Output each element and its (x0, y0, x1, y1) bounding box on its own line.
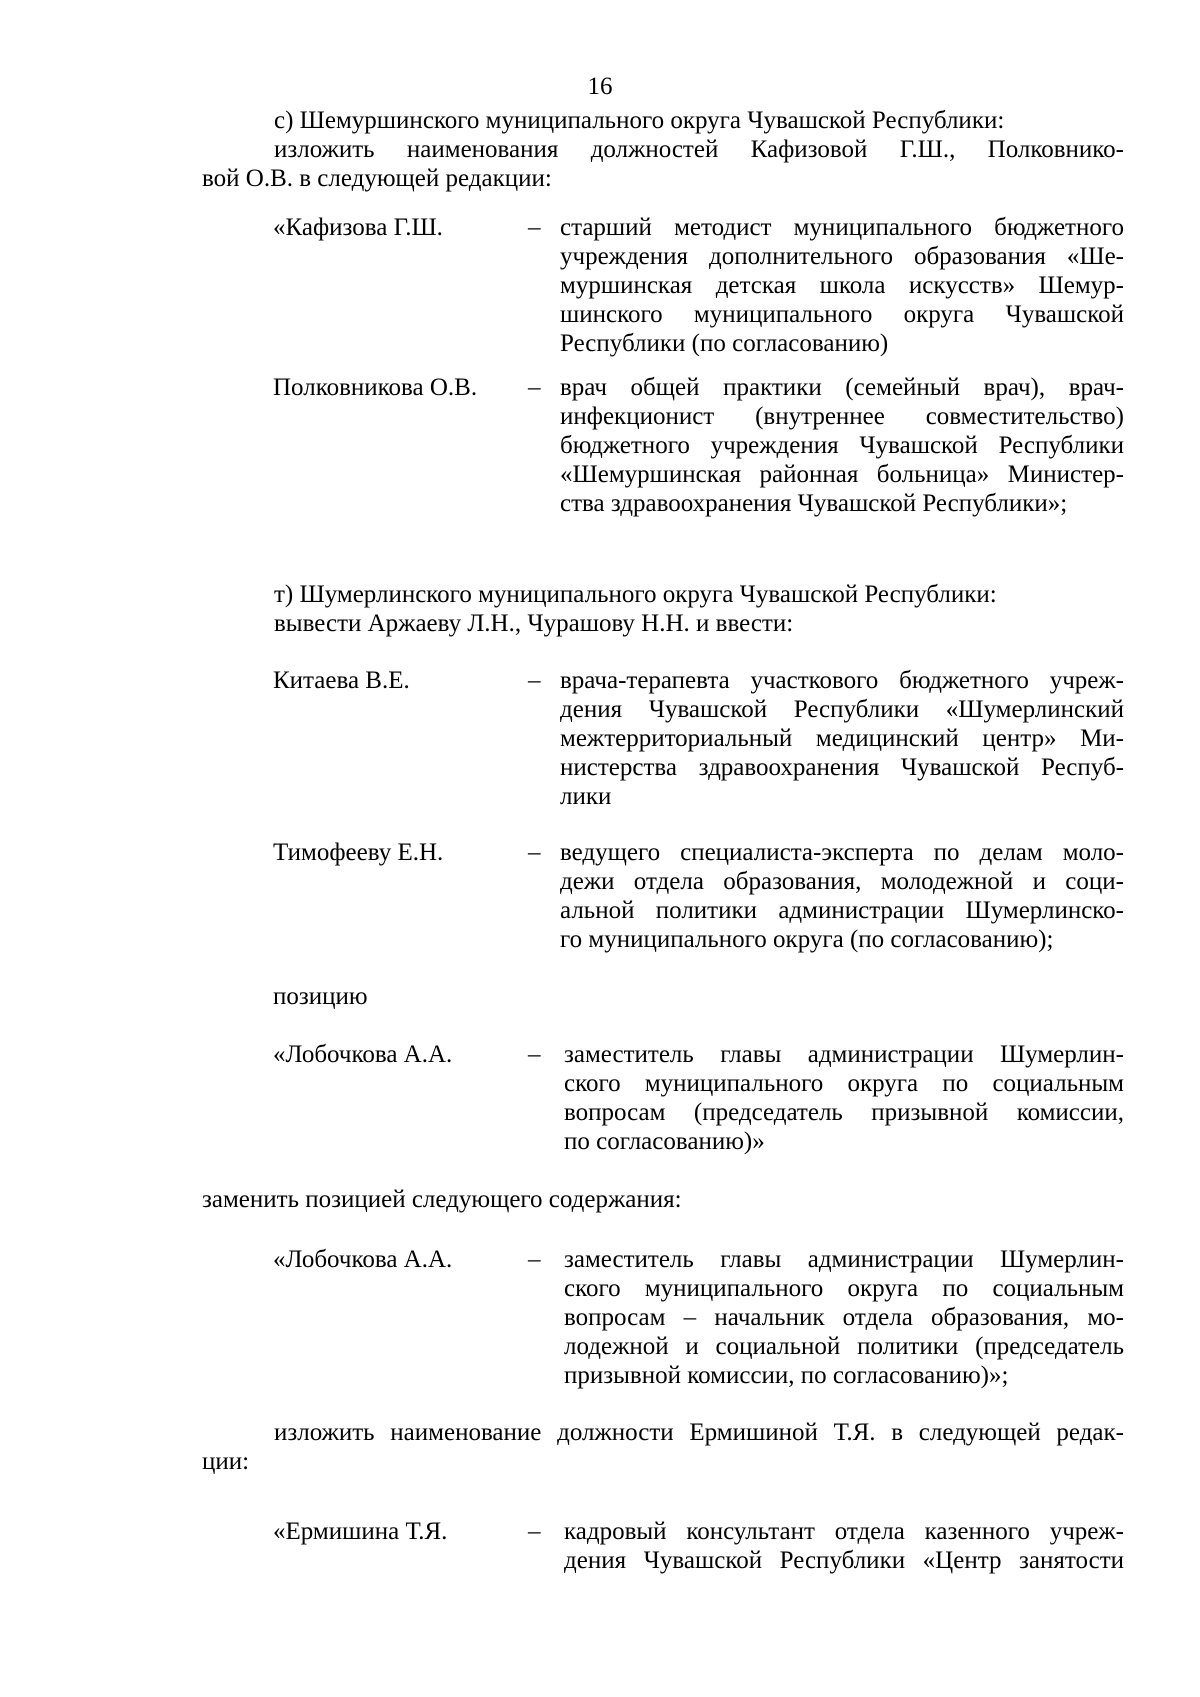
entry-line: кадровый консультант отдела казенного учреж- (564, 1518, 1124, 1545)
entry-line: учреждения дополнительного образования «Ше- (560, 243, 1124, 270)
entry-line: врач общей практики (семейный врач), врач- (560, 374, 1124, 401)
entry-line: бюджетного учреждения Чувашской Республики (560, 432, 1124, 459)
entry-dash: – (528, 839, 541, 866)
replace-instruction: заменить позицией следующего содержания: (202, 1186, 682, 1213)
entry-line: межтерриториальный медицинский центр» Ми- (560, 725, 1124, 752)
entry-name: Китаева В.Е. (273, 667, 410, 694)
entry-line: ведущего специалиста-эксперта по делам моло- (560, 839, 1124, 866)
section-s-instruction-line-1: изложить наименования должностей Кафизовой Г.Ш., Полковнико- (274, 136, 1124, 163)
entry-line: призывной комиссии, по согласованию)»; (564, 1362, 1009, 1389)
section-t-heading: т) Шумерлинского муниципального округа Чувашской Республики: (274, 581, 997, 608)
entry-description (560, 838, 1124, 954)
rename-instruction-line-2: ции: (202, 1448, 250, 1475)
entry-line: Республики (по согласованию) (560, 330, 889, 357)
entry-dash: – (528, 214, 541, 241)
entry-description (560, 213, 1124, 358)
rename-instruction (202, 1418, 1124, 1476)
entry-line: ства здравоохранения Чувашской Республики»; (560, 490, 1068, 517)
entry-line: «Шемуршинская районная больница» Министер- (560, 461, 1124, 488)
entry-line: вопросам – начальник отдела образования, мо- (564, 1304, 1124, 1331)
entry-line: альной политики администрации Шумерлинско- (560, 897, 1124, 924)
entry-line: нистерства здравоохранения Чувашской Респуб- (560, 754, 1124, 781)
section-t-instruction: вывести Аржаеву Л.Н., Чурашову Н.Н. и ввести: (274, 610, 794, 637)
entry-line: дежи отдела образования, молодежной и соци- (560, 868, 1124, 895)
entry-line: заместитель главы администрации Шумерлин- (564, 1246, 1124, 1273)
entry-dash: – (528, 667, 541, 694)
entry-name: «Лобочкова А.А. (273, 1246, 453, 1273)
entry-line: шинского муниципального округа Чувашской (560, 301, 1124, 328)
entry-line: по согласованию)» (564, 1128, 765, 1155)
entry-line: инфекционист (внутреннее совместительство) (560, 403, 1124, 430)
entry-description (560, 373, 1124, 518)
section-s-heading: с) Шемуршинского муниципального округа Чувашской Республики: (274, 107, 1005, 134)
entry-name: Полковникова О.В. (273, 374, 478, 401)
entry-description (564, 1245, 1124, 1390)
entry-description (564, 1040, 1124, 1156)
entry-line: го муниципального округа (по согласованию); (560, 926, 1054, 953)
entry-description (564, 1517, 1124, 1575)
entry-dash: – (528, 1246, 541, 1273)
entry-line: вопросам (председатель призывной комиссии, (564, 1099, 1124, 1126)
entry-line: врача-терапевта участкового бюджетного учреж- (560, 667, 1124, 694)
position-label-text: позицию (273, 983, 368, 1010)
entry-line: старший методист муниципального бюджетного (560, 214, 1124, 241)
entry-line: ского муниципального округа по социальным (564, 1275, 1124, 1302)
entry-dash: – (528, 374, 541, 401)
entry-name: «Кафизова Г.Ш. (273, 214, 443, 241)
entry-name: «Лобочкова А.А. (273, 1041, 453, 1068)
entry-name: Тимофееву Е.Н. (273, 839, 444, 866)
entry-line: дения Чувашской Республики «Центр занятости (564, 1547, 1124, 1574)
rename-instruction-line-1: изложить наименование должности Ермишиной Т.Я. в следующей редак- (274, 1419, 1124, 1446)
entry-line: лики (560, 783, 612, 810)
section-s-instruction (202, 135, 1124, 193)
entry-description (560, 666, 1124, 811)
entry-line: дения Чувашской Республики «Шумерлинский (560, 696, 1124, 723)
entry-line: муршинская детская школа искусств» Шемур- (560, 272, 1124, 299)
entry-line: заместитель главы администрации Шумерлин- (564, 1041, 1124, 1068)
entry-dash: – (528, 1041, 541, 1068)
entry-line: лодежной и социальной политики (председатель (564, 1333, 1124, 1360)
section-s-instruction-line-2: вой О.В. в следующей редакции: (202, 165, 552, 192)
page-number: 16 (587, 73, 613, 100)
entry-name: «Ермишина Т.Я. (273, 1518, 448, 1545)
entry-dash: – (528, 1518, 541, 1545)
entry-line: ского муниципального округа по социальным (564, 1070, 1124, 1097)
